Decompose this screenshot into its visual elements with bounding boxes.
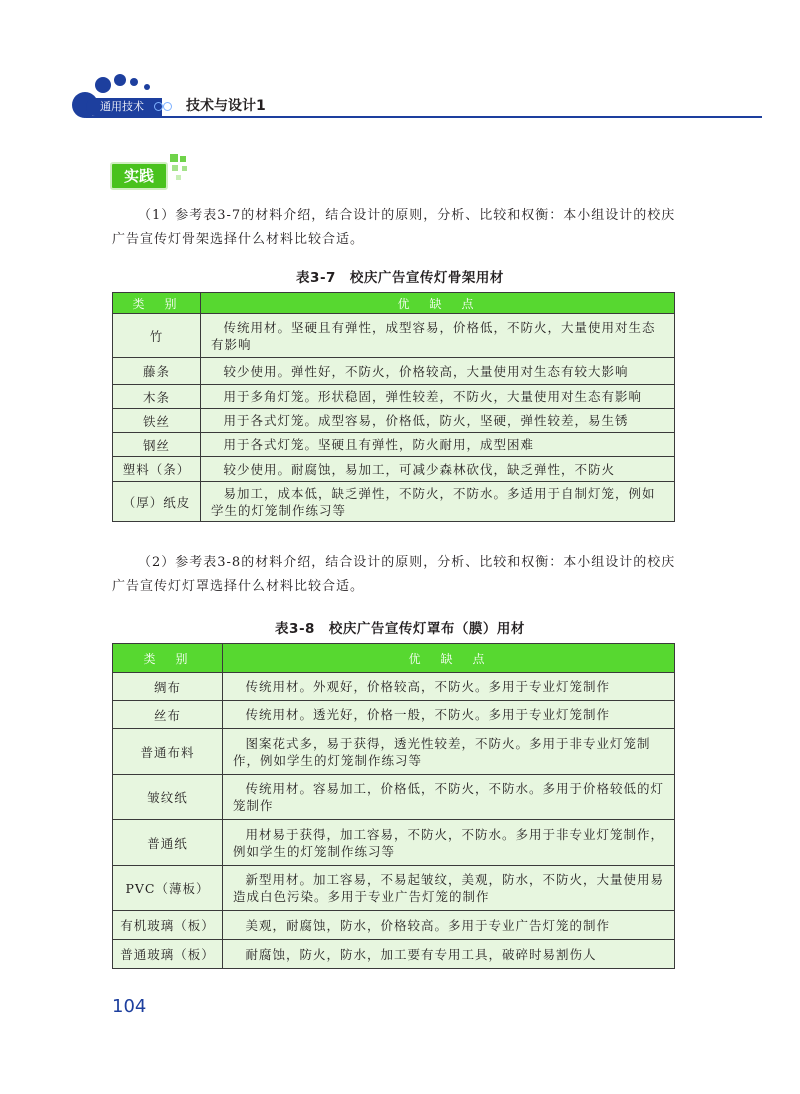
row-category: 皱纹纸 <box>113 775 223 820</box>
header-book-series: 通用技术 <box>100 100 144 113</box>
table-row <box>113 409 675 433</box>
row-description: 易加工，成本低，缺乏弹性，不防火，不防水。多适用于自制灯笼，例如学生的灯笼制作练习等 <box>201 482 675 522</box>
table-row <box>113 820 675 866</box>
header-title: 技术与设计1 <box>186 98 266 114</box>
table-header-pros-cons: 优 缺 点 <box>223 644 675 673</box>
page-number: 104 <box>112 996 147 1017</box>
row-category: 藤条 <box>113 358 201 385</box>
table-row <box>113 940 675 969</box>
row-description: 图案花式多，易于获得，透光性较差，不防火。多用于非专业灯笼制作，例如学生的灯笼制作练习等 <box>223 729 675 775</box>
table-row <box>113 729 675 775</box>
row-category: 普通玻璃（板） <box>113 940 223 969</box>
row-description: 传统用材。容易加工，价格低，不防火，不防水。多用于价格较低的灯笼制作 <box>223 775 675 820</box>
table-row <box>113 433 675 457</box>
row-description: 传统用材。外观好，价格较高，不防火。多用于专业灯笼制作 <box>223 673 675 701</box>
badge-square-icon <box>182 166 187 171</box>
row-category: 绸布 <box>113 673 223 701</box>
header-rule <box>86 116 762 118</box>
row-description: 新型用材。加工容易，不易起皱纹，美观，防水，不防火，大量使用易造成白色污染。多用于专业广告灯笼的制作 <box>223 866 675 911</box>
table-row <box>113 866 675 911</box>
table-row <box>113 775 675 820</box>
table-row <box>113 385 675 409</box>
row-category: 普通纸 <box>113 820 223 866</box>
table-row <box>113 911 675 940</box>
header-dot-mini <box>144 84 150 90</box>
row-description: 用材易于获得，加工容易，不防火，不防水。多用于非专业灯笼制作，例如学生的灯笼制作练习等 <box>223 820 675 866</box>
header-ring-icon <box>154 102 163 111</box>
header-dot-small <box>114 74 126 86</box>
section-badge: 实践 <box>110 162 168 190</box>
row-description: 用于各式灯笼。坚硬且有弹性，防火耐用，成型困难 <box>201 433 675 457</box>
row-category: （厚）纸皮 <box>113 482 201 522</box>
badge-square-icon <box>180 156 186 162</box>
table-header-category: 类 别 <box>113 644 223 673</box>
table-row <box>113 482 675 522</box>
table-row <box>113 314 675 358</box>
paragraph-1: （1）参考表3-7的材料介绍，结合设计的原则，分析、比较和权衡：本小组设计的校庆广告宣传灯骨架选择什么材料比较合适。 <box>112 208 676 247</box>
row-description: 美观，耐腐蚀，防水，价格较高。多用于专业广告灯笼的制作 <box>223 911 675 940</box>
badge-square-icon <box>176 175 181 180</box>
row-description: 较少使用。弹性好，不防火，价格较高，大量使用对生态有较大影响 <box>201 358 675 385</box>
row-category: 木条 <box>113 385 201 409</box>
row-description: 传统用材。透光好，价格一般，不防火。多用于专业灯笼制作 <box>223 701 675 729</box>
row-description: 较少使用。耐腐蚀，易加工，可减少森林砍伐，缺乏弹性，不防火 <box>201 457 675 482</box>
table-2-caption: 表3-8 校庆广告宣传灯罩布（膜）用材 <box>275 621 525 637</box>
table-header-category: 类 别 <box>113 293 201 314</box>
header-dot-tiny <box>130 78 138 86</box>
row-description: 用于多角灯笼。形状稳固，弹性较差，不防火，大量使用对生态有影响 <box>201 385 675 409</box>
table-row <box>113 701 675 729</box>
table-header-pros-cons: 优 缺 点 <box>201 293 675 314</box>
table-row <box>113 358 675 385</box>
table-1-caption: 表3-7 校庆广告宣传灯骨架用材 <box>296 270 504 286</box>
table-row <box>113 457 675 482</box>
row-category: 铁丝 <box>113 409 201 433</box>
table-1 <box>112 292 675 522</box>
table-row <box>113 673 675 701</box>
header-ring-icon <box>163 102 172 111</box>
row-category: 丝布 <box>113 701 223 729</box>
table-2 <box>112 643 675 969</box>
row-description: 耐腐蚀，防火，防水，加工要有专用工具，破碎时易割伤人 <box>223 940 675 969</box>
row-category: 钢丝 <box>113 433 201 457</box>
row-category: 竹 <box>113 314 201 358</box>
row-category: 有机玻璃（板） <box>113 911 223 940</box>
header-dot-medium <box>95 77 111 93</box>
row-category: 塑料（条） <box>113 457 201 482</box>
row-description: 用于各式灯笼。成型容易，价格低，防火，坚硬，弹性较差，易生锈 <box>201 409 675 433</box>
row-description: 传统用材。坚硬且有弹性，成型容易，价格低，不防火，大量使用对生态有影响 <box>201 314 675 358</box>
row-category: PVC（薄板） <box>113 866 223 911</box>
badge-square-icon <box>172 165 178 171</box>
row-category: 普通布料 <box>113 729 223 775</box>
badge-square-icon <box>170 154 178 162</box>
paragraph-2: （2）参考表3-8的材料介绍，结合设计的原则，分析、比较和权衡：本小组设计的校庆广告宣传灯灯罩选择什么材料比较合适。 <box>112 555 676 594</box>
